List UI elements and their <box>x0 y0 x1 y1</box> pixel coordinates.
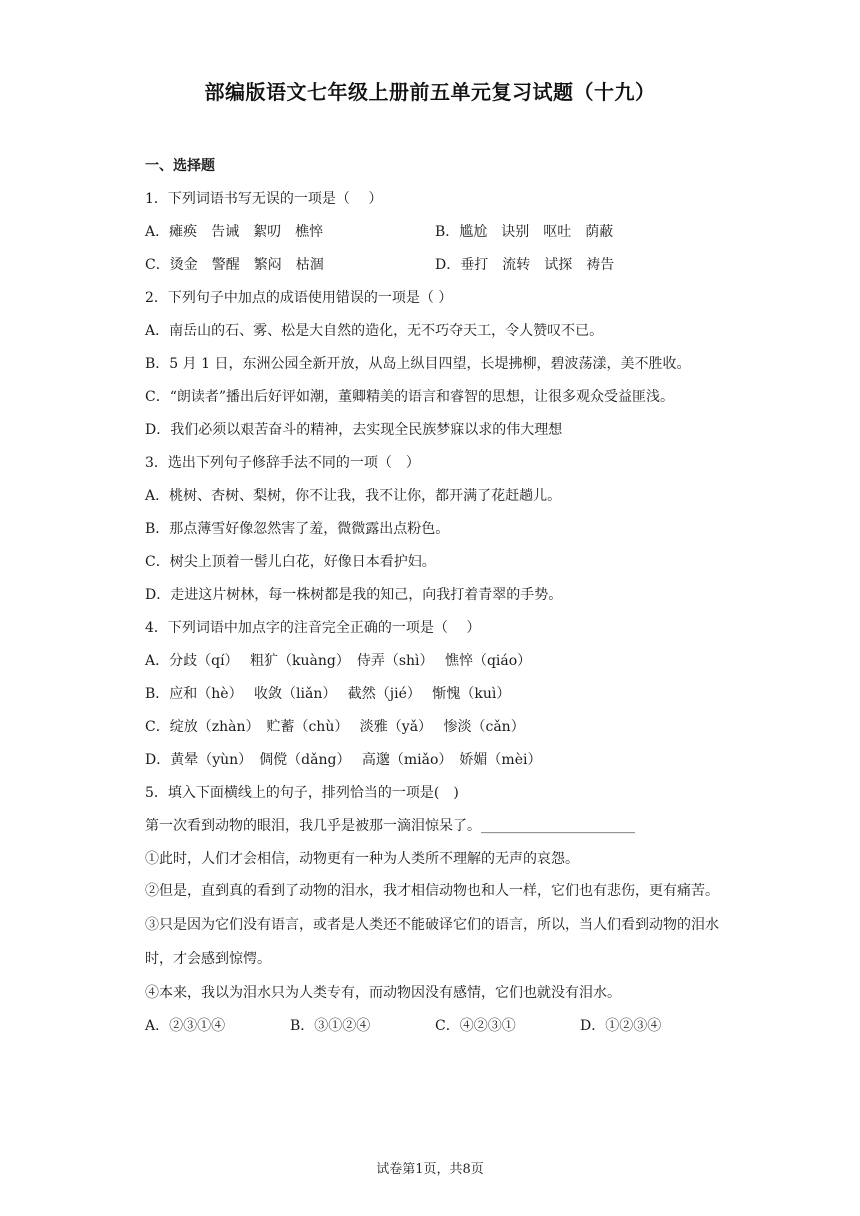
question-1-option-d: D．垂打 流转 试探 祷告 <box>435 257 615 273</box>
question-2-option-b: B．5 月 1 日，东洲公园全新开放，从岛上纵目四望，长堤拂柳，碧波荡漾，美不胜收。 <box>145 356 691 372</box>
question-4-option-b: B．应和（hè） 收敛（liǎn） 截然（jié） 惭愧（kuì） <box>145 686 511 702</box>
question-3-option-c: C．树尖上顶着一髻儿白花，好像日本看护妇。 <box>145 554 436 570</box>
question-2-option-a: A．南岳山的石、雾、松是大自然的造化，无不巧夺天工，令人赞叹不已。 <box>145 323 604 339</box>
question-1-option-b: B．尴尬 诀别 呕吐 荫蔽 <box>435 224 614 240</box>
question-1-options-row-1 <box>145 222 725 242</box>
question-2-option-d: D．我们必须以艰苦奋斗的精神，去实现全民族梦寐以求的伟大理想 <box>145 422 563 438</box>
question-5-sentence-4: ④本来，我以为泪水只为人类专有，而动物因没有感情，它们也就没有泪水。 <box>145 985 621 1001</box>
question-2-stem: 2．下列句子中加点的成语使用错误的一项是（ ） <box>145 290 453 306</box>
question-1-option-a: A．瘫痪 告诫 絮叨 樵悴 <box>145 224 324 240</box>
question-5-option-d: D．①②③④ <box>580 1018 662 1034</box>
question-5-sentence-3: ③只是因为它们没有语言，或者是人类还不能破译它们的语言，所以，当人们看到动物的泪水时，才会感到惊愕。 <box>145 917 719 967</box>
question-3-stem: 3．选出下列句子修辞手法不同的一项（ ） <box>145 455 420 471</box>
question-2-option-c: C．“朗读者”播出后好评如潮，董卿精美的语言和睿智的思想，让很多观众受益匪浅。 <box>145 389 675 405</box>
question-5-sentence-2: ②但是，直到真的看到了动物的泪水，我才相信动物也和人一样，它们也有悲伤，更有痛苦。 <box>145 883 719 899</box>
question-1-options-row-2 <box>145 255 725 275</box>
question-1-option-c: C．烫金 警醒 繁闷 枯涸 <box>145 257 324 273</box>
question-5-options <box>145 1016 725 1036</box>
question-4-option-a: A．分歧（qí） 粗犷（kuàng） 侍弄（shì） 憔悴（qiáo） <box>145 653 532 669</box>
question-4-option-d: D．黄晕（yùn） 倜傥（dǎng） 高邈（miǎo） 娇媚（mèi） <box>145 752 542 768</box>
question-5-option-c: C．④②③① <box>435 1018 516 1034</box>
page-title: 部编版语文七年级上册前五单元复习试题（十九） <box>204 80 656 104</box>
question-4-stem: 4．下列词语中加点字的注音完全正确的一项是（ ） <box>145 620 481 636</box>
question-5-option-b: B．③①②④ <box>290 1018 371 1034</box>
question-list <box>145 156 725 1036</box>
question-5-option-a: A．②③①④ <box>145 1018 226 1034</box>
question-3-option-a: A．桃树、杏树、梨树，你不让我，我不让你，都开满了花赶趟儿。 <box>145 488 562 504</box>
question-3-option-b: B．那点薄雪好像忽然害了羞，微微露出点粉色。 <box>145 521 450 537</box>
question-4-option-c: C．绽放（zhàn） 贮蓄（chù） 淡雅（yǎ） 惨淡（cǎn） <box>145 719 525 735</box>
question-5-stem: 5．填入下面横线上的句子，排列恰当的一项是( ) <box>145 785 459 801</box>
question-1-stem: 1．下列词语书写无误的一项是（ ） <box>145 191 383 207</box>
question-3-option-d: D．走进这片树林，每一株树都是我的知己，向我打着青翠的手势。 <box>145 587 563 603</box>
question-5-lead-sentence: 第一次看到动物的眼泪，我几乎是被那一滴泪惊呆了。______________________ <box>145 818 635 834</box>
section-heading: 一、选择题 <box>145 158 215 174</box>
page-footer: 试卷第1页，共8页 <box>376 1162 484 1177</box>
question-5-sentence-1: ①此时，人们才会相信，动物更有一种为人类所不理解的无声的哀怨。 <box>145 851 579 867</box>
